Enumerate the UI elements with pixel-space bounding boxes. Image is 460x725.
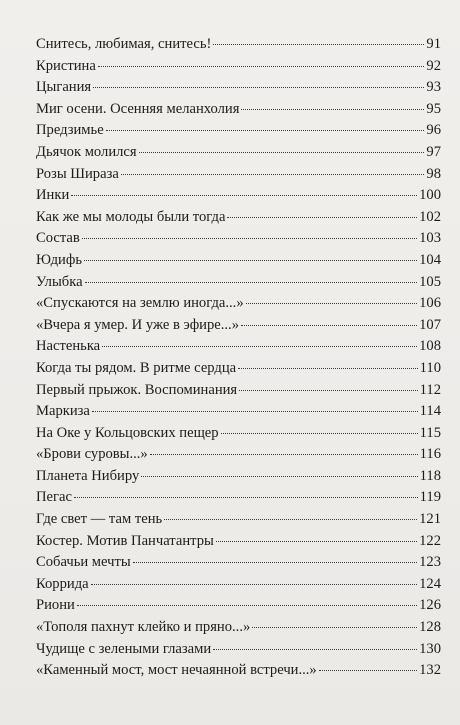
toc-entry (36, 425, 441, 447)
toc-entry-page-number: 98 (426, 165, 441, 182)
toc-entry-title: Планета Нибиру (36, 467, 140, 484)
toc-entry (36, 360, 441, 382)
toc-entry-title: Цыгания (36, 79, 92, 96)
toc-entry (36, 662, 441, 684)
toc-entry-title: Коррида (36, 575, 89, 592)
toc-entry-page-number: 100 (419, 187, 441, 204)
toc-dot-leader (241, 109, 424, 110)
toc-dot-leader (77, 605, 417, 606)
toc-entry (36, 295, 441, 317)
toc-entry (36, 511, 441, 533)
toc-dot-leader (102, 346, 417, 347)
toc-dot-leader (91, 584, 417, 585)
toc-entry-title: Первый прыжок. Воспоминания (36, 381, 238, 398)
toc-dot-leader (121, 174, 425, 175)
table-of-contents (36, 36, 441, 684)
toc-entry (36, 446, 441, 468)
toc-entry-page-number: 119 (419, 489, 441, 506)
toc-dot-leader (98, 66, 425, 67)
toc-entry-title: Собачьи мечты (36, 554, 131, 571)
toc-entry-page-number: 105 (419, 273, 441, 290)
toc-entry (36, 597, 441, 619)
toc-entry-title: «Тополя пахнут клейко и пряно...» (36, 619, 251, 636)
toc-entry-title: «Спускаются на землю иногда...» (36, 295, 244, 312)
toc-entry-title: Дьячок молился (36, 143, 137, 160)
toc-entry-title: Как же мы молоды были тогда (36, 208, 226, 225)
toc-entry-title: Чудище с зелеными глазами (36, 640, 212, 657)
toc-entry-page-number: 107 (419, 316, 441, 333)
toc-entry-page-number: 123 (419, 554, 441, 571)
toc-entry-title: «Каменный мост, мост нечаянной встречи...» (36, 662, 317, 679)
toc-entry-page-number: 126 (419, 597, 441, 614)
toc-entry (36, 252, 441, 274)
toc-entry (36, 338, 441, 360)
toc-entry-title: На Оке у Кольцовских пещер (36, 424, 219, 441)
toc-entry-page-number: 112 (419, 381, 441, 398)
toc-dot-leader (74, 497, 418, 498)
toc-entry-page-number: 95 (426, 100, 441, 117)
toc-entry-page-number: 116 (419, 446, 441, 463)
toc-entry-page-number: 104 (419, 251, 441, 268)
toc-entry (36, 187, 441, 209)
toc-entry (36, 533, 441, 555)
toc-entry-title: Миг осени. Осенняя меланхолия (36, 100, 240, 117)
toc-dot-leader (139, 152, 425, 153)
toc-entry-page-number: 93 (426, 79, 441, 96)
toc-dot-leader (106, 130, 425, 131)
toc-entry (36, 468, 441, 490)
toc-entry-page-number: 91 (426, 36, 441, 52)
toc-entry-title: Юдифь (36, 251, 82, 268)
toc-dot-leader (216, 541, 417, 542)
toc-entry (36, 36, 441, 58)
toc-dot-leader (238, 368, 418, 369)
toc-entry-title: Маркиза (36, 403, 90, 420)
toc-entry-page-number: 124 (419, 575, 441, 592)
toc-entry-page-number: 96 (426, 122, 441, 139)
toc-entry-page-number: 122 (419, 532, 441, 549)
toc-entry (36, 144, 441, 166)
toc-entry (36, 101, 441, 123)
toc-entry-page-number: 97 (426, 143, 441, 160)
toc-entry-page-number: 103 (419, 230, 441, 247)
toc-entry (36, 58, 441, 80)
toc-dot-leader (92, 411, 418, 412)
toc-entry-page-number: 118 (419, 467, 441, 484)
toc-entry-page-number: 102 (419, 208, 441, 225)
toc-entry (36, 166, 441, 188)
toc-entry (36, 554, 441, 576)
toc-entry (36, 641, 441, 663)
toc-entry (36, 382, 441, 404)
toc-dot-leader (82, 238, 417, 239)
toc-entry-title: Розы Шираза (36, 165, 119, 182)
toc-entry-page-number: 128 (419, 619, 441, 636)
toc-entry (36, 122, 441, 144)
toc-entry-title: Предзимье (36, 122, 104, 139)
toc-dot-leader (227, 217, 417, 218)
toc-entry (36, 230, 441, 252)
toc-entry-title: Костер. Мотив Панчатантры (36, 532, 214, 549)
toc-entry (36, 489, 441, 511)
toc-dot-leader (252, 627, 417, 628)
toc-dot-leader (133, 562, 417, 563)
toc-entry-page-number: 114 (419, 403, 441, 420)
toc-entry (36, 317, 441, 339)
toc-entry-title: Где свет — там тень (36, 511, 163, 528)
toc-dot-leader (150, 454, 418, 455)
toc-entry (36, 79, 441, 101)
toc-entry-title: «Вчера я умер. И уже в эфире...» (36, 316, 239, 333)
toc-dot-leader (239, 390, 417, 391)
toc-entry-page-number: 121 (419, 511, 441, 528)
toc-entry-page-number: 110 (419, 359, 441, 376)
toc-entry-page-number: 92 (426, 57, 441, 74)
toc-entry-title: Настенька (36, 338, 101, 355)
toc-dot-leader (213, 44, 424, 45)
toc-entry-title: Пегас (36, 489, 72, 506)
toc-entry-title: Улыбка (36, 273, 83, 290)
toc-entry-title: «Брови суровы...» (36, 446, 148, 463)
toc-entry (36, 209, 441, 231)
toc-dot-leader (213, 649, 417, 650)
toc-dot-leader (93, 87, 424, 88)
toc-entry (36, 274, 441, 296)
toc-dot-leader (85, 282, 418, 283)
toc-entry-title: Кристина (36, 57, 96, 74)
toc-entry-page-number: 106 (419, 295, 441, 312)
toc-dot-leader (71, 195, 417, 196)
toc-dot-leader (164, 519, 417, 520)
toc-entry (36, 403, 441, 425)
toc-dot-leader (246, 303, 417, 304)
toc-dot-leader (141, 476, 417, 477)
toc-entry-title: Инки (36, 187, 70, 204)
toc-entry-title: Снитесь, любимая, снитесь! (36, 36, 212, 52)
toc-entry (36, 619, 441, 641)
toc-entry-title: Состав (36, 230, 80, 247)
toc-entry-title: Когда ты рядом. В ритме сердца (36, 359, 237, 376)
toc-dot-leader (241, 325, 417, 326)
toc-entry (36, 576, 441, 598)
toc-dot-leader (319, 670, 417, 671)
toc-entry-page-number: 108 (419, 338, 441, 355)
toc-dot-leader (84, 260, 417, 261)
toc-entry-page-number: 132 (419, 662, 441, 679)
toc-dot-leader (221, 433, 418, 434)
toc-entry-title: Риони (36, 597, 75, 614)
toc-entry-page-number: 130 (419, 640, 441, 657)
toc-entry-page-number: 115 (419, 424, 441, 441)
